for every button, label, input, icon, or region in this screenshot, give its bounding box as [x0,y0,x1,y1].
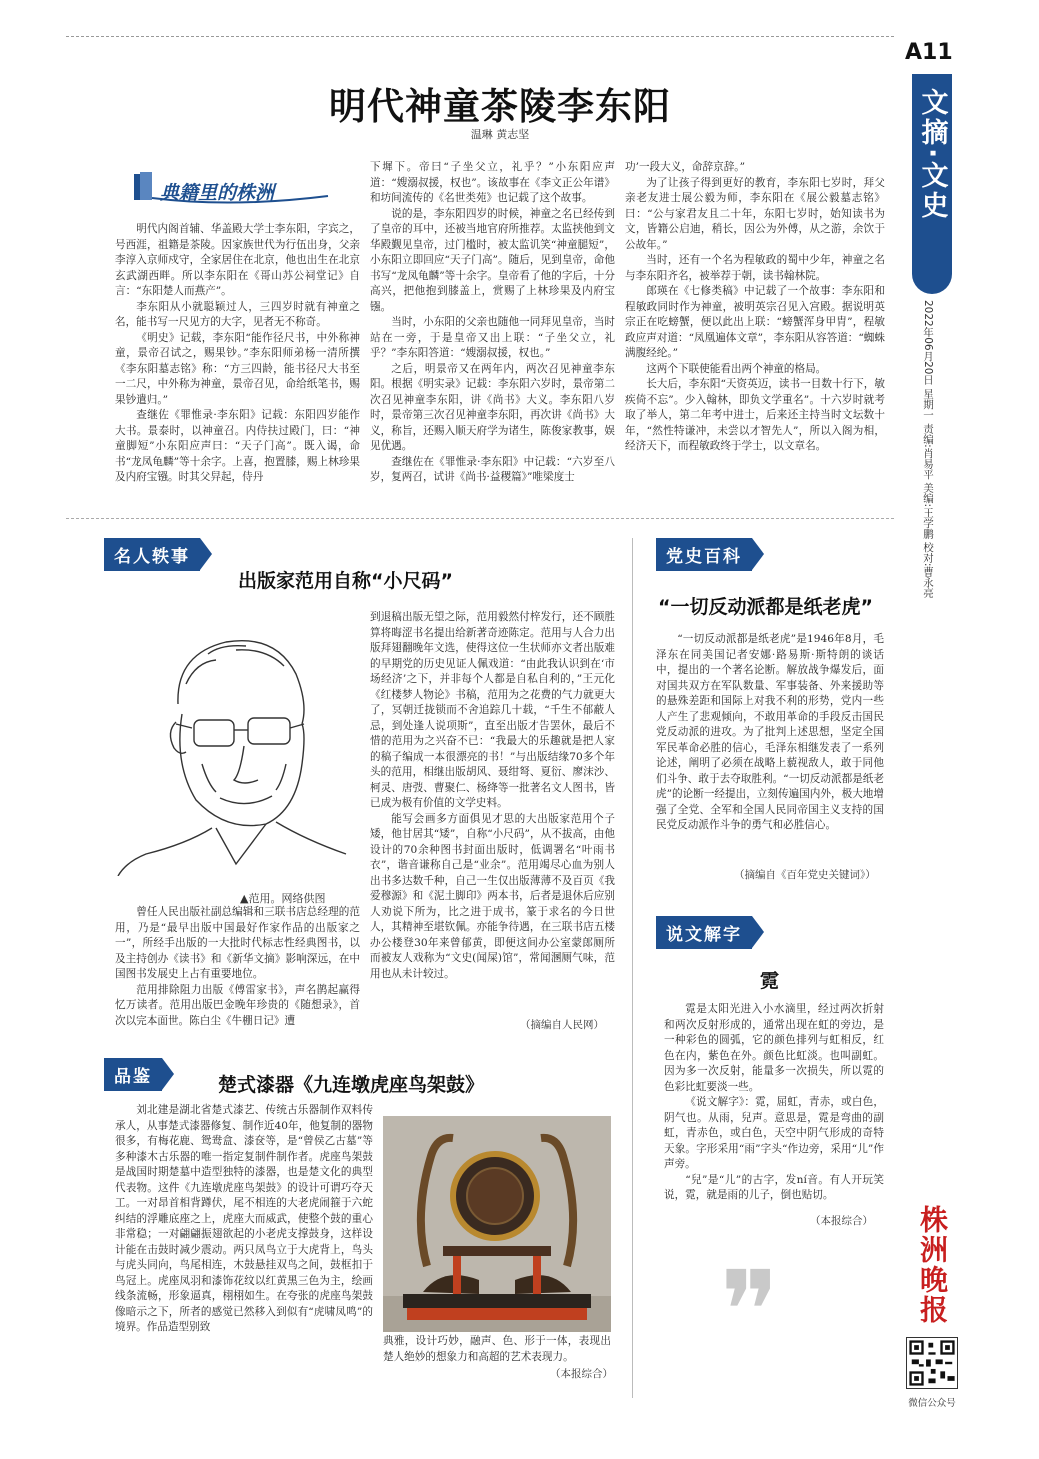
article4-title: “一切反动派都是纸老虎” [658,596,873,618]
paragraph: “一切反动派都是纸老虎”是1946年8月，毛泽东在同美国记者安娜·路易斯·斯特朗的谈话中，提出的一个著名论断。解放战争爆发后，面对国共双方在军队数量、军事装备、外来援助等的悬殊差距和国际上对我不利的形势，党内一些人产生了悲观倾向，不敢用革命的手段反击国民党反动派的进攻。为了批判上述思想，坚定全国军民革命必胜的信心，毛泽东相继发表了一系列论述，阐明了必须在战略上藐视敌人，敢于同他们斗争、敢于去夺取胜利。“一切反动派都是纸老虎”的论断一经提出，立刻传遍国内外，极大地增强了全党、全军和全国人民同帝国主义支持的国民党反动派作斗争的勇气和必胜信心。 [656,633,884,831]
column-divider [632,538,633,1398]
paragraph: 《明史》记载，李东阳“能作径尺书，中外称神童，景帝召试之，赐果钞。”李东阳师弟杨一清所撰《李东阳墓志铭》称：“方三四龄，能书径尺大书至一二尺，中外称为神童，景帝召见，命给纸笔书，赐果钞遣归。” [115,331,360,406]
section-label-celebrity: 名人轶事 [104,538,200,571]
page-title: 明代神童茶陵李东阳 [329,85,671,128]
paragraph: 这两个下联使能看出两个神童的格局。 [646,362,827,375]
paragraph: 霓是太阳光进入小水滴里，经过两次折射和两次反射形成的，通常出现在虹的旁边，是一种彩色的圆弧，它的颜色排列与虹相反，红色在内，紫色在外。颜色比虹淡。也叫副虹。因为多一次反射，能量多一次损失，所以霓的色彩比虹要淡一些。 [664,1003,884,1093]
article3-right-col [383,1334,611,1365]
paragraph: 下墀下。帝曰“子坐父立，礼乎？”小东阳应声道：“嫂溺叔援，权也”。该故事在《李文正公年谱》和坊间流传的《名世类苑》也记载了这个故事。 [370,161,615,204]
drum-photo [383,1116,611,1332]
paragraph: “兒”是“儿”的古字，发ní音。有人开玩笑说，霓，就是雨的儿子，倒也贴切。 [664,1173,884,1201]
paragraph: 功’一段大义，命辞京辞。” [625,161,746,173]
paragraph: 当时，还有一个名为程敏政的蜀中少年，神童之名与李东阳齐名，被举荐于朝，读书翰林院。 [625,254,885,282]
section-divider [66,518,894,519]
section-label-appreciation: 品鉴 [104,1058,162,1091]
qr-label: 微信公众号 [908,1398,956,1409]
paragraph: 长大后，李东阳“天资英迈，读书一目数十行下，敏疾倚不忘”。少入翰林，即负文学重名”。十六岁时就考取了举人，第二年考中进士，后来还主持当时文坛数十年，“然性特谦冲，未尝以才智先人”，所以入阁为相，经济天下，而程敏政终于学士，以文章名。 [625,378,885,452]
date-editor-meta: 2022年06月20日 星期一 责编:肖易平 美编:王学鹏 校对:曹永亮 [922,300,934,598]
paragraph: 查继佐《罪惟录·李东阳》记载：东阳四岁能作大书。景泰时，以神童召。内侍扶过殿门，曰：“神童脚短”小东阳应声曰：“天子门高”。既入谒，命书“龙凤龟麟”等十余字。上喜，抱置膝，赐上林珍果及内府宝镪。时其父舁起，侍丹 [115,409,360,483]
article4-source: （摘编自《百年党史关键词》） [734,869,876,881]
paragraph: 查继佐在《罪惟录·李东阳》中记载：“六岁至八岁，复两召，试讲《尚书·益稷篇》”唯梁度士 [370,455,615,483]
paragraph: 为了让孩子得到更好的教育，李东阳七岁时，拜父亲老友进士展公毅为师，李东阳在《展公毅墓志铭》曰：“公与家君友且二十年，东阳七岁时，始知读书为文，皆籍公启迪，稍长，因公为外傅，从之游，余饮于公故年。” [625,176,885,251]
page-number: A11 [905,40,953,65]
top-rule [66,36,894,37]
paragraph: 之后，明景帝又在两年内，两次召见神童李东阳。根据《明实录》记载：李东阳六岁时，景帝第二次召见神童李东阳，讲《尚书》大义。李东阳八岁时，景帝第三次召见神童李东阳，再次讲《尚书》大义，称旨，还赐入顺天府学为诸生，陈俊家教事，娱见优遇。 [370,362,615,452]
paragraph: 李东阳从小就聪颖过人，三四岁时就有神童之名，能书写一尺见方的大字，见者无不称奇。 [115,300,360,328]
article2-right-col [370,610,615,982]
column-badge: 典籍里的株洲 [160,182,275,204]
article3-source: （本报综合） [550,1368,613,1380]
article1-col2 [370,160,615,486]
article3-title: 楚式漆器《九连墩虎座鸟架鼓》 [218,1074,485,1096]
article2-left-col [115,905,360,1029]
paragraph: 到退稿出版无望之际，范用毅然付梓发行，还不顾胜算将晦涩书名提出给新著奇迹陈定。范用与人合力出版拜翅翻晚年文选，使得这位一生状师亦文者出版难的早期党的历史见证人佩戏道：“由此我认识到在‘市场经济’之下，并非每个人都是自私自利的，”王元化《红楼梦人物论》书稿，范用为之花费的气力就更大了，冥朝迁拢锁而不舍追踪几十载，“千生不郁蔽人忌，到处逢人说项斯”，直至出版才告罢休，最后不惜的范用为之兴奋不已：“我最大的乐趣就是把人家的稿子编成一本很漂亮的书！”与出版结缘70多个年头的范用，相继出版胡风、聂绀弩、夏衍、廖沫沙、柯灵、唐弢、曹聚仁、杨绛等一批著名文人图书，皆已成为极有价值的文学史料。 [370,611,615,809]
paragraph: 当时，小东阳的父亲也随他一同拜见皇帝，当时站在一旁，于是皇帝又出上联：“子坐父立，礼乎？”李东阳答道：“嫂溺叔援，权也。” [370,316,615,359]
paragraph: 《说文解字》：霓，屈虹，青赤，或白色，阴气也。从雨，兒声。意思是，霓是弯曲的副虹，青赤色，或白色，天空中阴气形成的奇特天象。字形采用“雨”字头“作边旁，采用“儿”作声旁。 [664,1096,884,1170]
article5-source: （本报综合） [810,1215,873,1227]
paragraph: 郎瑛在《七修类稿》中记载了一个故事：李东阳和程敏政同时作为神童，被明英宗召见入宫殿。据说明英宗正在吃螃蟹，便以此出上联：“螃蟹浑身甲胄”，程敏政应声对道：“凤凰遍体文章”，李东阳从容答道：“蜘蛛满腹经纶。” [625,285,885,359]
section-label-etymology: 说文解字 [656,916,752,949]
article5-title: 霓 [760,970,780,992]
byline: 温琳 黄志坚 [470,128,530,141]
paragraph: 明代内阁首辅、华盖殿大学士李东阳，字宾之，号西涯，祖籍是茶陵。因家族世代为行伍出身，父亲李淳入京师戍守，全家居住在北京，他也出生在北京玄武湖西畔。所以李东阳在《哥山苏公祠堂记》自言：“东阳楚人而燕产”。 [115,223,360,297]
article4-body [656,632,884,834]
article2-title: 出版家范用自称“小尺码” [238,570,453,592]
portrait-caption: ▲范用。网络供图 [240,892,326,905]
article3-left-col [115,1103,373,1336]
section-label-party-history: 党史百科 [656,538,752,571]
article1-col3 [625,160,885,455]
article5-body [664,1002,884,1204]
paragraph: 曾任人民出版社副总编辑和三联书店总经理的范用，乃是“最早出版中国最好作家作品的出版家之一”，所经手出版的一大批时代标志性经典图书，以及主持创办《读书》和《新华文摘》影响深远，在中国图书发展史上占有重要地位。 [115,906,360,980]
newspaper-logo: 株洲晚报 [916,1205,949,1325]
qr-code-icon[interactable] [906,1337,958,1389]
section-label: 文摘·文史 [916,88,948,222]
paragraph: 典雅，设计巧妙，融声、色、形于一体，表现出楚人绝妙的想象力和高超的艺术表现力。 [383,1335,611,1363]
paragraph: 范用排除阻力出版《傅雷家书》，声名鹊起赢得忆万读者。范用出版巴金晚年珍贵的《随想录》，首次以完本面世。陈白尘《牛棚日记》遭 [115,983,360,1027]
paragraph: 能写会画多方面俱见才思的大出版家范用个子矮，他甘居其“矮”，自称“小尺码”，从不拔高，由他设计的70余种图书封面出版时，低调署名“叶雨书衣”，谐音谦称自己是“业余”。范用竭尽心血为别人出书多达数千种，自己一生仅出版薄薄不及百页《我爱穆源》和《泥土脚印》两本书，后者是退休后应别人劝说下所为，比之进于成书，篆于求名的今日世人，其精神至堪钦佩。亦能争待遇，在三联书店五楼办公楼登30年来曾郁黄，即便这间办公室蒙郎厕所而被友人戏称为“文史(闻屎)馆”，常闻溷厕气味，范用也从未计较过。 [370,812,615,980]
article1-col1 [115,222,360,486]
paragraph: 刘北建是湖北省楚式漆艺、传统古乐器制作双料传承人，从事楚式漆器修复、制作近40年，他复制的器物很多，有梅花鹿、鸳鸯盒、漆奁等，是“曾侯乙古墓”等多种漆木古乐器的唯一指定复制件制作者。虎座鸟架鼓是战国时期楚墓中造型独特的漆器，也是楚文化的典型代表物。这件《九连墩虎座鸟架鼓》的设计可谓巧夺天工。一对昂首相背蹲伏，尾不相连的大老虎闹箍于六蛇纠结的浮雕底座之上，虎座大而威武，使整个鼓的重心非常稳；一对翩翩振翅欲起的小老虎支撑鼓身，这样设计能在击鼓时减少震动。两只凤鸟立于大虎背上，鸟头与虎头同向，鸟尾相连，木鼓悬挂双鸟之间，鼓框扣于鸟冠上。虎座凤羽和漆饰花纹以红黄黑三色为主，绘画线条流畅，形象逼真，栩栩如生。在夸张的虎座鸟架鼓像暗示之下，所者的感觉已然移入到似有“虎啸凤鸣”的境界。作品造型别致 [115,1104,373,1333]
paragraph: 说的是，李东阳四岁的时候，神童之名已经传到了皇帝的耳中，还被当地官府所推荐。太监挟他到文华殿觐见皇帝，过门槛时，被太监讥笑“神童腿短”，小东阳立即回应“天子门高”。随后，见到皇帝，命他书写“龙凤龟麟”等十余字。皇帝看了他的字后，十分高兴，把他抱到膝盖上，赏赐了上林珍果及内府宝镪。 [370,207,615,313]
portrait-sketch [116,614,356,876]
section-tab [912,74,952,294]
quote-mark-icon: ❞ [720,1247,780,1375]
article2-source: （摘编自人民网） [520,1019,604,1031]
